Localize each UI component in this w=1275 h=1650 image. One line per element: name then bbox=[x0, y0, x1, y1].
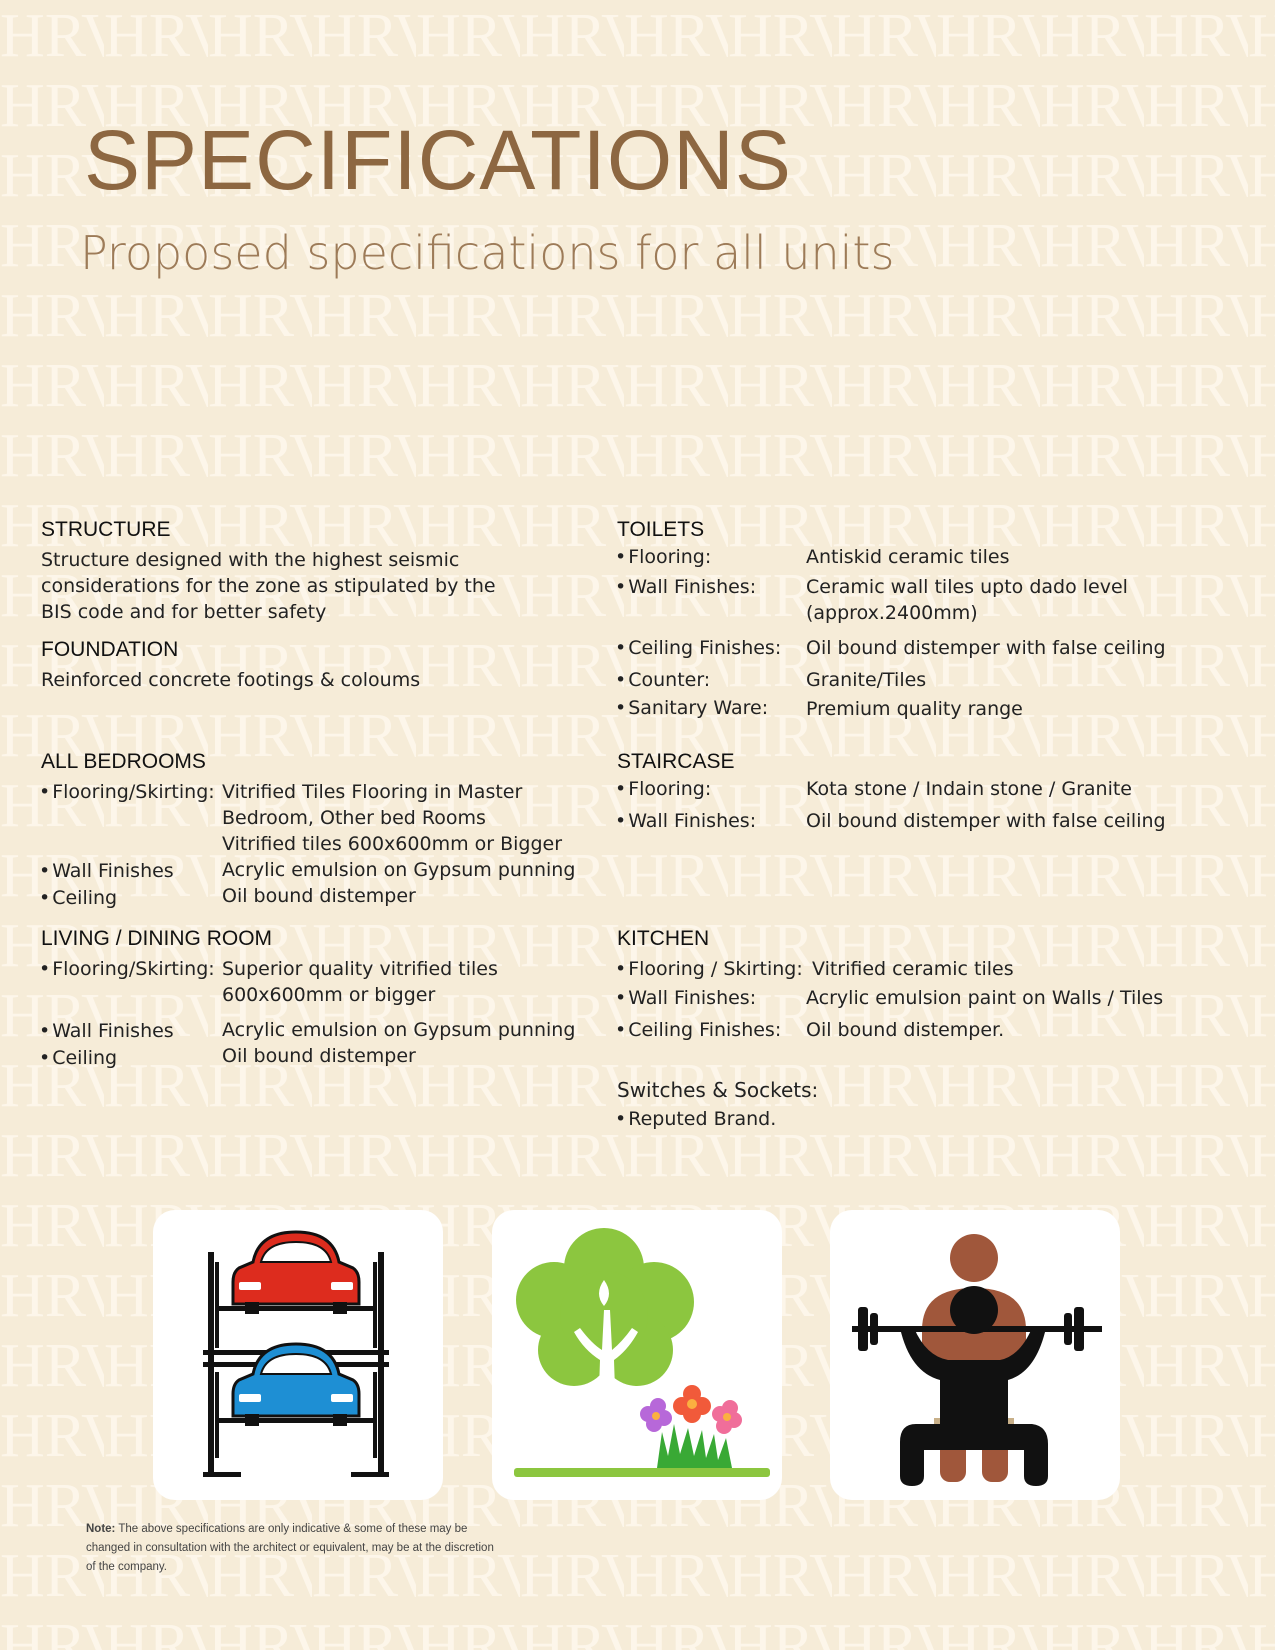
toilets-heading: TOILETS bbox=[617, 518, 705, 541]
toilets-wall-label: • Wall Finishes: bbox=[615, 574, 756, 600]
living-heading: LIVING / DINING ROOM bbox=[41, 927, 273, 950]
switches-item: • Reputed Brand. bbox=[615, 1106, 776, 1132]
living-flooring-value: Superior quality vitrified tiles bbox=[222, 958, 498, 980]
bedrooms-flooring-value: Vitrified tiles 600x600mm or Bigger bbox=[222, 833, 563, 855]
structure-text-line: Structure designed with the highest seismic bbox=[41, 549, 460, 571]
living-ceiling-value: Oil bound distemper bbox=[222, 1045, 416, 1067]
gym-icon bbox=[830, 1210, 1120, 1500]
bedrooms-flooring-value: Bedroom, Other bed Rooms bbox=[222, 807, 486, 829]
toilets-flooring-label: • Flooring: bbox=[615, 544, 711, 570]
amenity-card-garden bbox=[492, 1210, 782, 1500]
toilets-wall-value: (approx.2400mm) bbox=[806, 602, 978, 624]
bedrooms-heading: ALL BEDROOMS bbox=[41, 750, 206, 773]
staircase-wall-value: Oil bound distemper with false ceiling bbox=[806, 810, 1166, 832]
bedrooms-wall-value: Acrylic emulsion on Gypsum punning bbox=[222, 859, 576, 881]
living-wall-value: Acrylic emulsion on Gypsum punning bbox=[222, 1019, 576, 1041]
page-subtitle: Proposed specifications for all units bbox=[80, 226, 895, 280]
switches-heading: Switches & Sockets: bbox=[617, 1078, 819, 1102]
structure-text-line: considerations for the zone as stipulated by the bbox=[41, 575, 496, 597]
toilets-ceiling-value: Oil bound distemper with false ceiling bbox=[806, 637, 1166, 659]
kitchen-flooring-label: • Flooring / Skirting: bbox=[615, 956, 803, 982]
toilets-counter-value: Granite/Tiles bbox=[806, 669, 927, 691]
amenity-card-parking bbox=[153, 1210, 443, 1500]
bedrooms-ceiling-label: • Ceiling bbox=[39, 885, 117, 911]
amenity-card-gym bbox=[830, 1210, 1120, 1500]
tree-garden-icon bbox=[492, 1210, 782, 1500]
toilets-flooring-value: Antiskid ceramic tiles bbox=[806, 546, 1010, 568]
page-title: SPECIFICATIONS bbox=[84, 113, 792, 207]
note-text: The above specifications are only indicative & some of these may be changed in consultation with the architect or equivalent, may be at the discretion of the company. bbox=[86, 1523, 494, 1573]
disclaimer-note bbox=[86, 1520, 506, 1577]
kitchen-ceiling-value: Oil bound distemper. bbox=[806, 1019, 1005, 1041]
bedrooms-flooring-label: • Flooring/Skirting: bbox=[39, 779, 215, 805]
note-prefix: Note: bbox=[86, 1523, 116, 1535]
staircase-flooring-label: • Flooring: bbox=[615, 776, 711, 802]
living-flooring-value: 600x600mm or bigger bbox=[222, 984, 436, 1006]
toilets-wall-value: Ceramic wall tiles upto dado level bbox=[806, 576, 1128, 598]
bedrooms-wall-label: • Wall Finishes bbox=[39, 858, 174, 884]
living-flooring-label: • Flooring/Skirting: bbox=[39, 956, 215, 982]
staircase-flooring-value: Kota stone / Indain stone / Granite bbox=[806, 778, 1132, 800]
foundation-heading: FOUNDATION bbox=[41, 638, 179, 661]
toilets-ceiling-label: • Ceiling Finishes: bbox=[615, 635, 781, 661]
staircase-heading: STAIRCASE bbox=[617, 750, 735, 773]
living-wall-label: • Wall Finishes bbox=[39, 1018, 174, 1044]
bedrooms-ceiling-value: Oil bound distemper bbox=[222, 885, 416, 907]
staircase-wall-label: • Wall Finishes: bbox=[615, 808, 756, 834]
toilets-sanitary-label: • Sanitary Ware: bbox=[615, 695, 768, 721]
kitchen-ceiling-label: • Ceiling Finishes: bbox=[615, 1017, 781, 1043]
structure-heading: STRUCTURE bbox=[41, 518, 171, 541]
toilets-counter-label: • Counter: bbox=[615, 667, 710, 693]
bedrooms-flooring-value: Vitrified Tiles Flooring in Master bbox=[222, 781, 523, 803]
kitchen-wall-label: • Wall Finishes: bbox=[615, 985, 756, 1011]
kitchen-wall-value: Acrylic emulsion paint on Walls / Tiles bbox=[806, 987, 1164, 1009]
stack-parking-icon bbox=[153, 1210, 443, 1500]
kitchen-heading: KITCHEN bbox=[617, 927, 710, 950]
structure-text-line: BIS code and for better safety bbox=[41, 601, 327, 623]
living-ceiling-label: • Ceiling bbox=[39, 1045, 117, 1071]
toilets-sanitary-value: Premium quality range bbox=[806, 698, 1023, 720]
foundation-text: Reinforced concrete footings & coloums bbox=[41, 669, 421, 691]
kitchen-flooring-value: Vitrified ceramic tiles bbox=[812, 958, 1014, 980]
